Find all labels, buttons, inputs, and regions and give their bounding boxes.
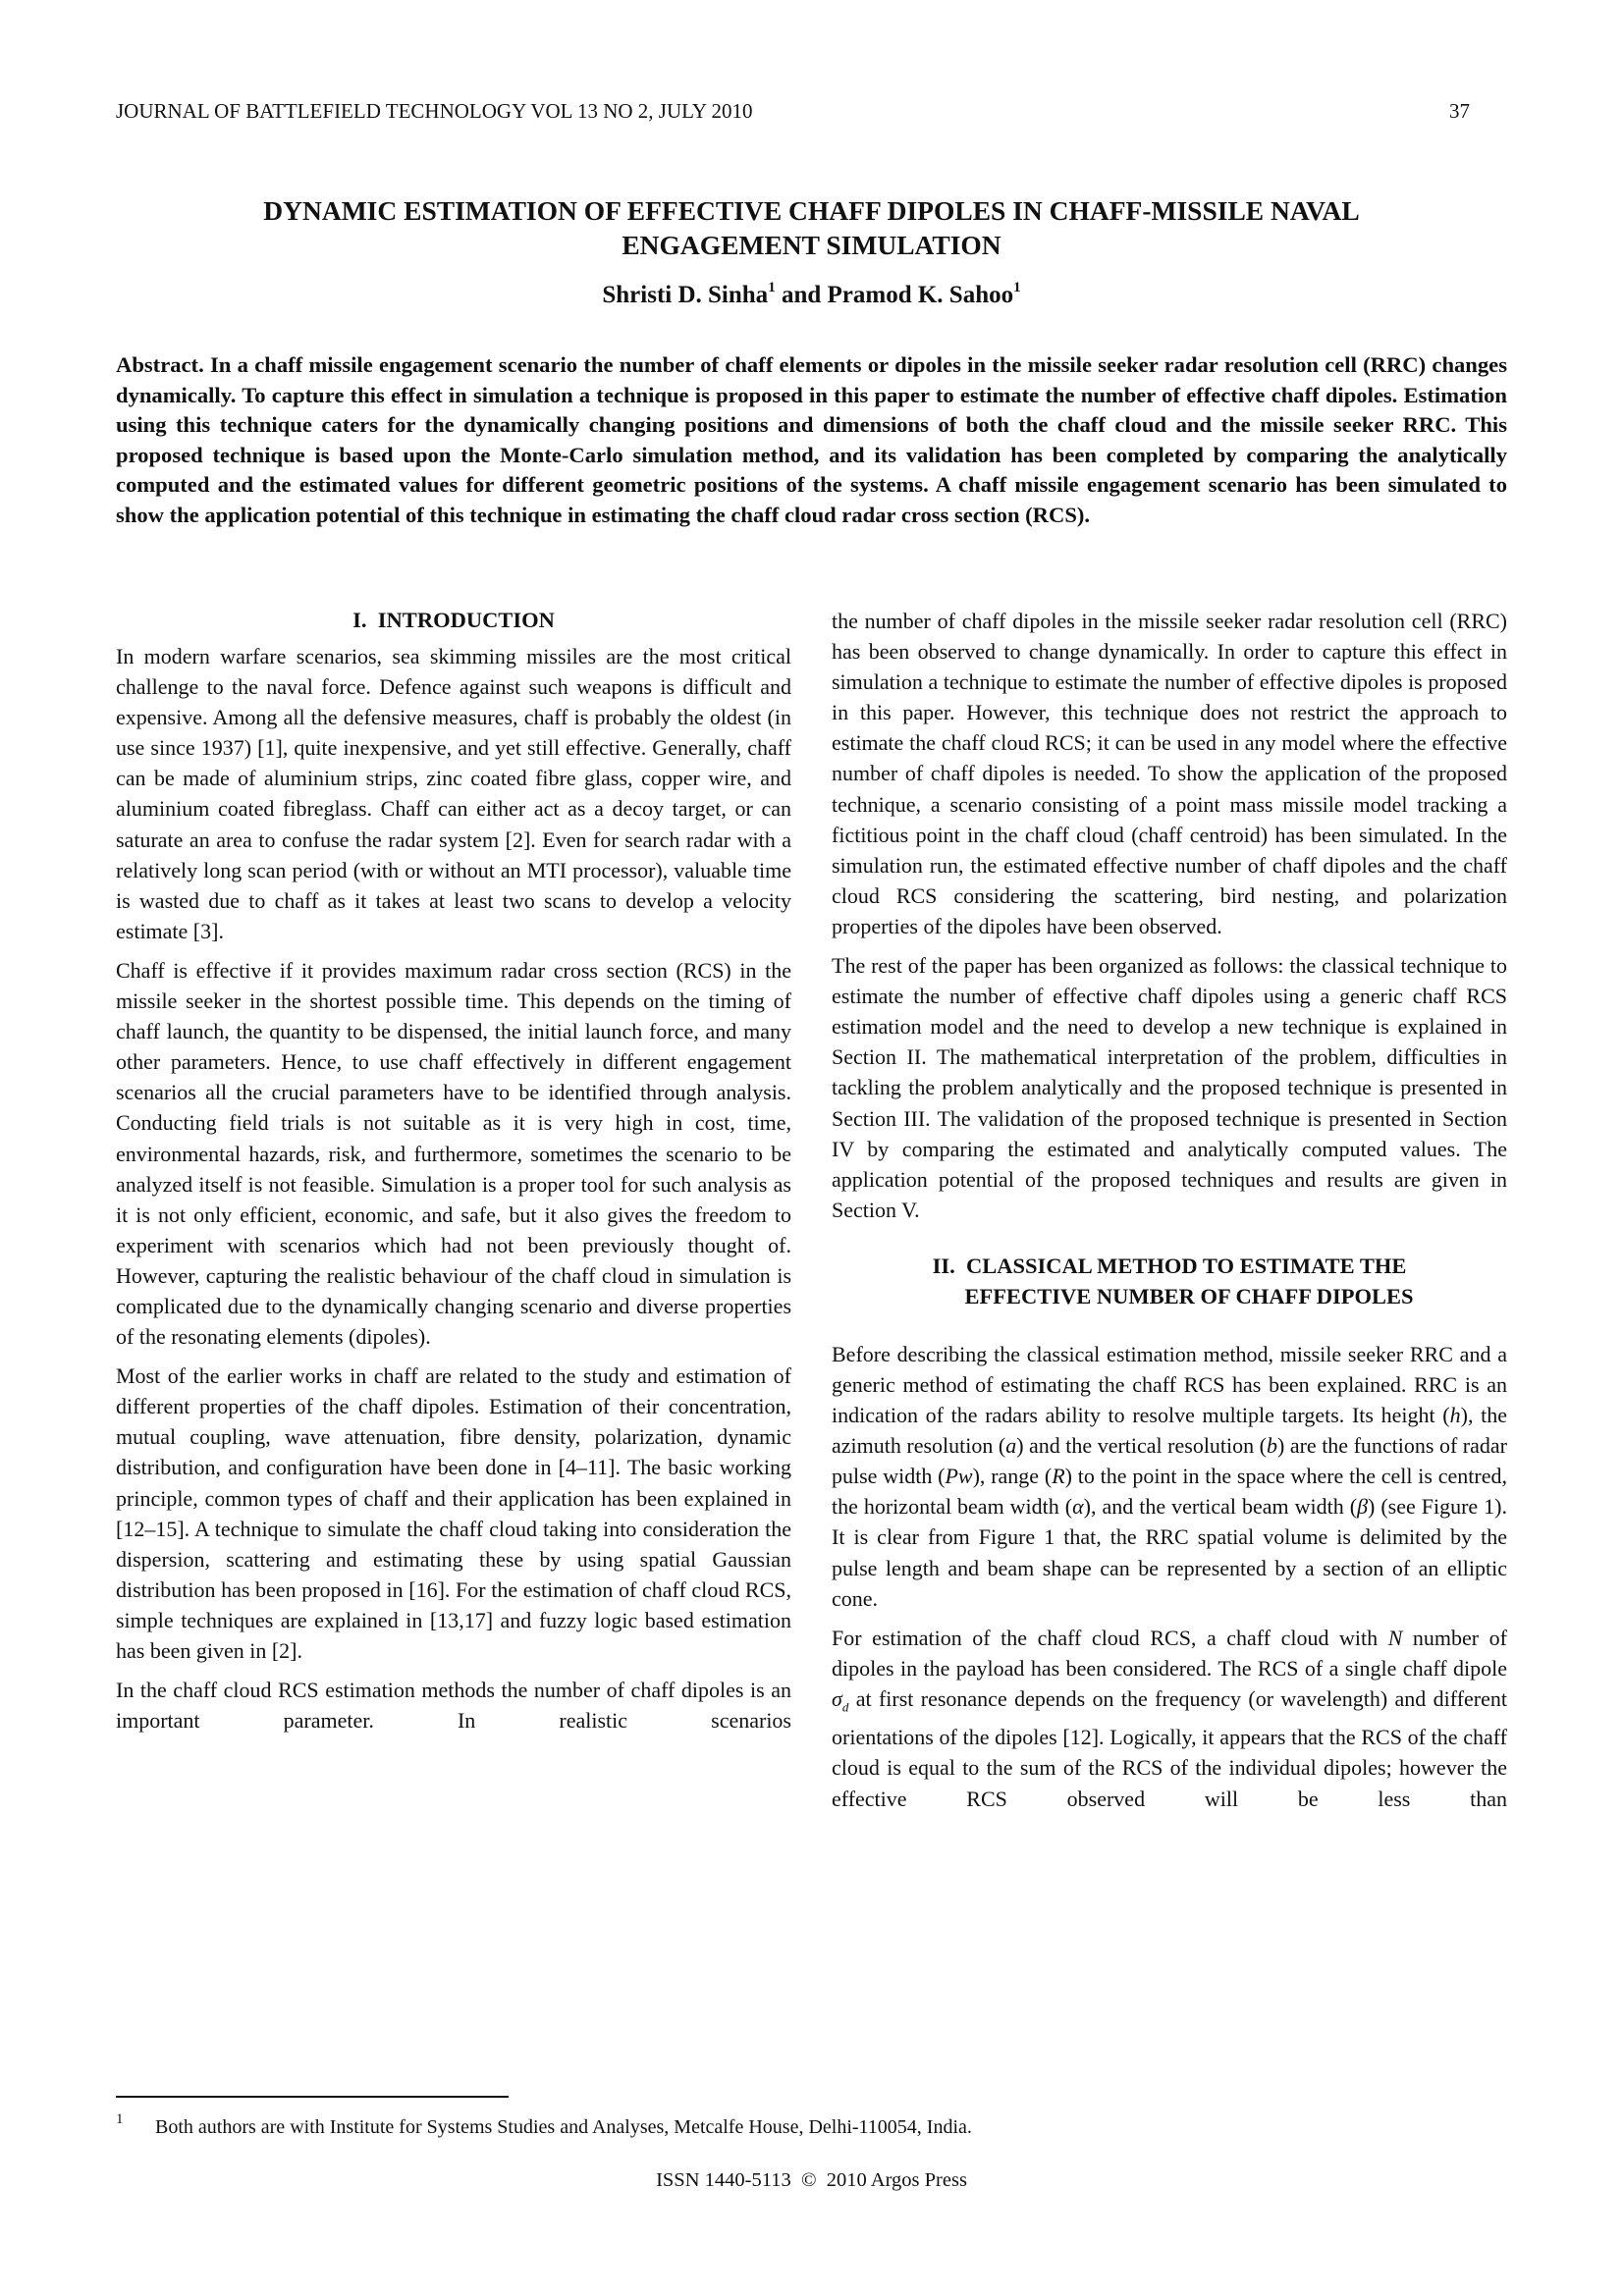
author-line — [116, 280, 1507, 311]
author-1: Shristi D. Sinha — [602, 282, 769, 308]
section-heading-classical-method — [832, 1251, 1507, 1311]
author-2: Pramod K. Sahoo — [827, 282, 1014, 308]
page-number: 37 — [1449, 99, 1470, 123]
paragraph: In modern warfare scenarios, sea skimming missiles are the most critical challenge to the naval force. Defence against such weapons is difficult and expensive. Among all the defensive measures, chaff is probably the oldest (in use since 1937) [1], quite inexpensive, and yet still effective. Generally, chaff can be made of aluminium strips, zinc coated fibre glass, copper wire, and aluminium coated fibreglass. Chaff can either act as a decoy target, or can saturate an area to confuse the radar system [2]. Even for search radar with a relatively long scan period (with or without an MTI processor), valuable time is wasted due to chaff as it takes at least two scans to develop a velocity estimate [3]. — [116, 644, 791, 943]
title-line-1: DYNAMIC ESTIMATION OF EFFECTIVE CHAFF DIPOLES IN CHAFF-MISSILE NAVAL — [263, 195, 1360, 226]
abstract: Abstract. In a chaff missile engagement scenario the number of chaff elements or dipoles in the missile seeker radar resolution cell (RRC) changes dynamically. To capture this effect in simulation a technique is proposed in this paper to estimate the number of effective chaff dipoles. Estimation using this technique caters for the dynamically changing positions and dimensions of both the chaff cloud and the missile seeker RRC. This proposed technique is based upon the Monte-Carlo simulation method, and its validation has been completed by comparing the analytically computed and the estimated values for different geometric positions of the systems. A chaff missile engagement scenario has been simulated to show the application potential of this technique in estimating the chaff cloud radar cross section (RCS). — [116, 352, 1507, 527]
paragraph: Before describing the classical estimation method, missile seeker RRC and a generic method of estimating the chaff RCS has been explained. RRC is an indication of the radars ability to resolve multiple targets. Its height (h), the azimuth resolution (a) and the vertical resolution (b) are the functions of radar pulse width (Pw), range (R) to the point in the space where the cell is centred, the horizontal beam width (α), and the vertical beam width (β) (see Figure 1). It is clear from Figure 1 that, the RRC spatial volume is delimited by the pulse length and beam shape can be represented by a section of an elliptic cone. — [832, 1341, 1508, 1611]
section-heading-introduction: I. INTRODUCTION — [352, 608, 555, 632]
author-conjunction: and — [775, 282, 828, 308]
left-column — [116, 606, 791, 1744]
section-heading-line-1: II. CLASSICAL METHOD TO ESTIMATE THE — [932, 1253, 1407, 1278]
paragraph: Most of the earlier works in chaff are related to the study and estimation of different properties of the chaff dipoles. Estimation of their concentration, mutual coupling, wave attenuation, fibre density, polarization, dynamic distribution, and configuration have been done in [4–11]. The basic working principle, common types of chaff and their application has been explained in [12–15]. A technique to simulate the chaff cloud taking into consideration the dispersion, scattering and estimating these by using spatial Gaussian distribution has been proposed in [16]. For the estimation of chaff cloud RCS, simple techniques are explained in [13,17] and fuzzy logic based estimation has been given in [2]. — [116, 1363, 791, 1663]
footnote-mark: 1 — [116, 2111, 124, 2127]
section-heading-line-2: EFFECTIVE NUMBER OF CHAFF DIPOLES — [964, 1283, 1414, 1308]
paragraph: Chaff is effective if it provides maximum radar cross section (RCS) in the missile seeker in the shortest possible time. This depends on the timing of chaff launch, the quantity to be dispensed, the initial launch force, and many other parameters. Hence, to use chaff effectively in different engagement scenarios all the crucial parameters have to be identified through analysis. Conducting field trials is not suitable as it is very high in cost, time, environmental hazards, risk, and furthermore, sometimes the scenario to be analyzed itself is not feasible. Simulation is a proper tool for such analysis as it is not only efficient, economic, and safe, but it also gives the freedom to experiment with scenarios which had not been previously thought of. However, capturing the realistic behaviour of the chaff cloud in simulation is complicated due to the dynamically changing scenario and diverse properties of the resonating elements (dipoles). — [116, 957, 791, 1350]
author-1-footnote-mark: 1 — [768, 280, 776, 295]
footnote-divider — [116, 2096, 509, 2098]
author-2-footnote-mark: 1 — [1013, 280, 1021, 295]
paragraph: For estimation of the chaff cloud RCS, a chaff cloud with N number of dipoles in the payload has been considered. The RCS of a single chaff dipole $\sigma_d$ at first resonance depends on the frequency (or wavelength) and different orientations of the dipoles [12]. Logically, it appears that the RCS of the chaff cloud is equal to the sum of the RCS of the individual dipoles; however the effective RCS observed will be less than — [832, 1625, 1508, 1811]
paragraph: In the chaff cloud RCS estimation methods the number of chaff dipoles is an important parameter. In realistic scenarios — [116, 1678, 791, 1734]
issn-footer: ISSN 1440-5113 © 2010 Argos Press — [656, 2169, 967, 2191]
paragraph: The rest of the paper has been organized as follows: the classical technique to estimate the number of effective chaff dipoles using a generic chaff RCS estimation model and the need to develop a new technique is explained in Section II. The mathematical interpretation of the problem, difficulties in tackling the problem analytically and the proposed technique is presented in Section III. The validation of the proposed technique is presented in Section IV by comparing the estimated and analytically computed values. The application potential of the proposed techniques and results are given in Section V. — [832, 953, 1507, 1222]
footnote-text: Both authors are with Institute for Systems Studies and Analyses, Metcalfe House, Delhi-110054, India. — [155, 2116, 972, 2138]
paper-title — [116, 193, 1507, 262]
right-column — [832, 606, 1507, 1823]
title-line-2: ENGAGEMENT SIMULATION — [622, 230, 1001, 260]
journal-title: JOURNAL OF BATTLEFIELD TECHNOLOGY VOL 13 NO 2, JULY 2010 — [116, 99, 753, 123]
paragraph: the number of chaff dipoles in the missile seeker radar resolution cell (RRC) has been observed to change dynamically. In order to capture this effect in simulation a technique to estimate the number of effective dipoles is proposed in this paper. However, this technique does not restrict the approach to estimate the chaff cloud RCS; it can be used in any model where the effective number of chaff dipoles is needed. To show the application of the proposed technique, a scenario consisting of a point mass missile model tracking a fictitious point in the chaff cloud (chaff centroid) has been simulated. In the simulation run, the estimated effective number of chaff dipoles and the chaff cloud RCS considering the scattering, bird nesting, and polarization properties of the dipoles have been observed. — [832, 609, 1507, 938]
